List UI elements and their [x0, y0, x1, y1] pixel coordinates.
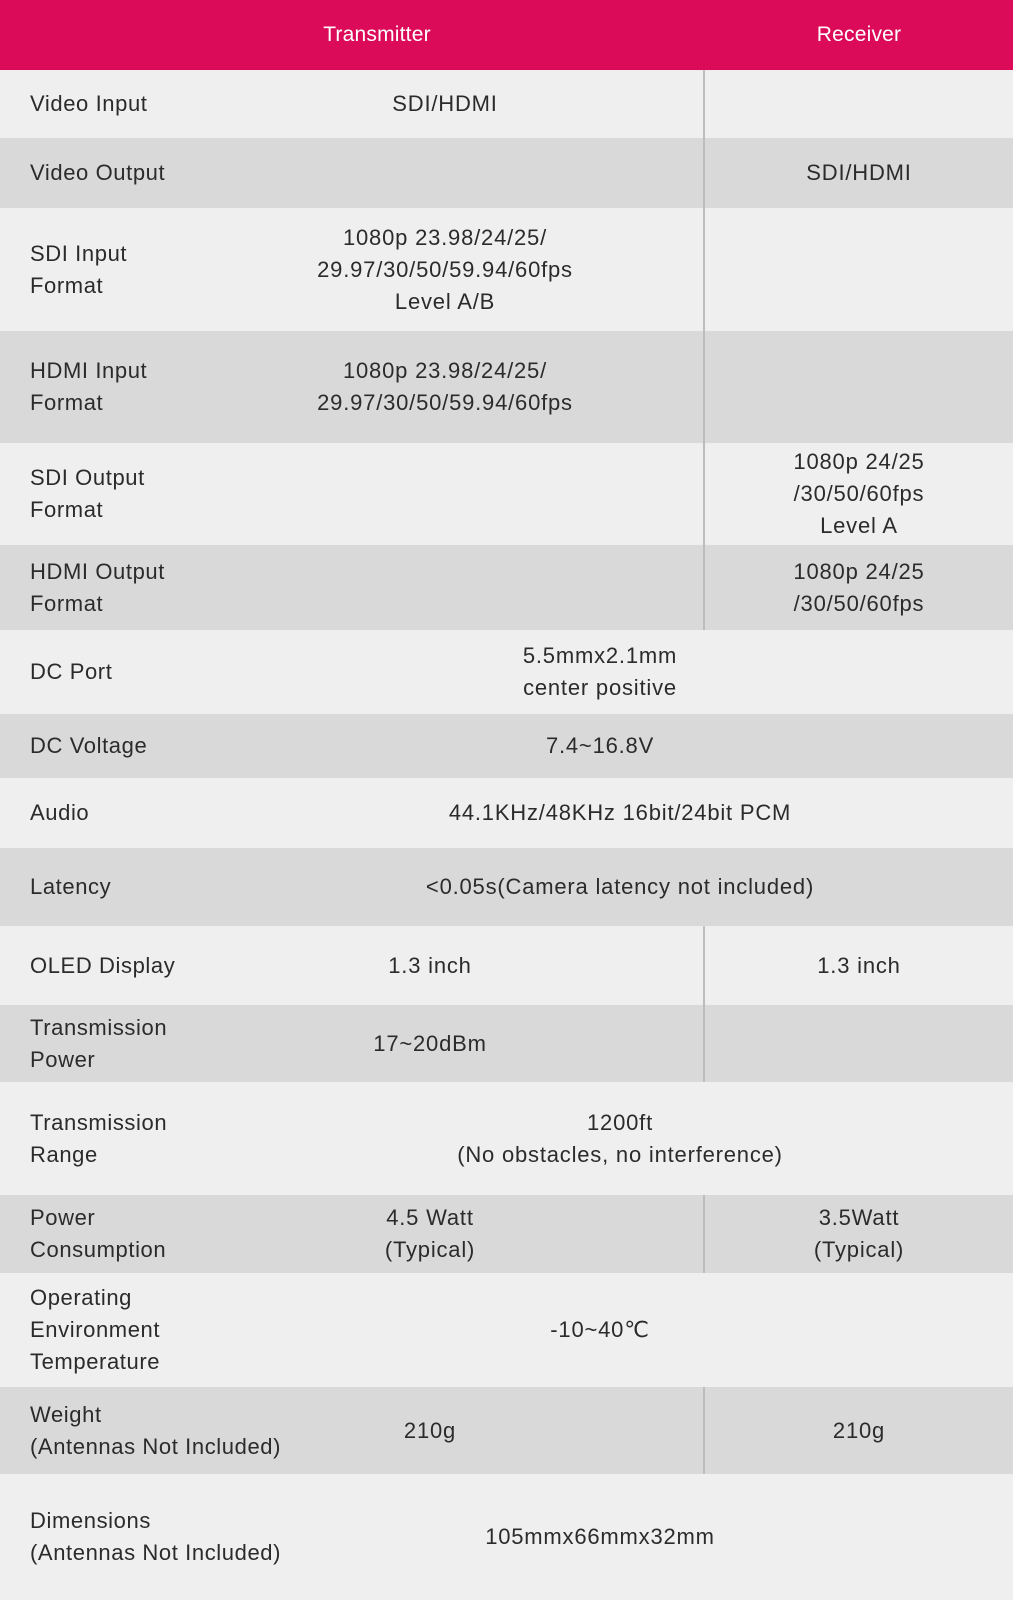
spec-value-transmitter: [320, 1195, 540, 1273]
spec-value-receiver: [705, 1195, 1013, 1273]
spec-value-line: 4.5 Watt: [386, 1205, 474, 1230]
spec-value-line: SDI/HDMI: [392, 91, 498, 116]
spec-label-line: Format: [30, 390, 104, 415]
spec-value-transmitter: [250, 138, 640, 208]
spec-label-line: Format: [30, 497, 104, 522]
spec-row-transmission-power: [0, 1005, 1013, 1082]
spec-value-shared: [400, 714, 800, 778]
spec-value-line: 1080p 24/25: [793, 558, 925, 584]
spec-label-line: SDI Output: [30, 465, 145, 490]
spec-value-line: 1.3 inch: [817, 952, 901, 978]
spec-value-line: 17~20dBm: [373, 1030, 487, 1056]
spec-value-transmitter: [320, 1005, 540, 1082]
spec-value-shared: [330, 1474, 870, 1600]
spec-label: [30, 443, 145, 545]
spec-label-line: Temperature: [30, 1349, 161, 1374]
spec-label: [30, 1273, 160, 1387]
spec-value-shared: [230, 848, 1010, 926]
spec-row-operating-temperature: [0, 1273, 1013, 1387]
spec-value-line: 210g: [832, 1417, 886, 1443]
spec-label-line: Audio: [30, 800, 90, 825]
spec-value-line: 1200ft: [587, 1109, 653, 1135]
spec-row-audio: [0, 778, 1013, 848]
spec-label-line: Latency: [30, 874, 112, 899]
spec-label: [30, 208, 127, 331]
spec-value-line: (Typical): [813, 1237, 905, 1262]
column-divider: [703, 926, 705, 1005]
spec-row-sdi-output-format: [0, 443, 1013, 545]
column-divider: [703, 1195, 705, 1273]
spec-value-receiver: [705, 443, 1013, 545]
spec-row-sdi-input-format: [0, 208, 1013, 331]
spec-label-line: Power: [30, 1205, 96, 1230]
spec-label-line: OLED Display: [30, 952, 176, 978]
spec-value-line: 7.4~16.8V: [545, 733, 655, 758]
spec-value-transmitter: [250, 443, 640, 545]
spec-value-line: 29.97/30/50/59.94/60fps: [317, 256, 573, 282]
spec-row-hdmi-input-format: [0, 331, 1013, 443]
spec-label: [30, 1005, 167, 1082]
spec-value-line: <0.05s(Camera latency not included): [425, 874, 815, 899]
spec-value-line: 105mmx66mmx32mm: [485, 1524, 715, 1549]
spec-value-receiver: [705, 138, 1013, 208]
spec-label-line: Video Input: [30, 91, 148, 116]
spec-value-shared: [400, 630, 800, 714]
column-divider: [703, 1387, 705, 1474]
spec-label-line: Format: [30, 272, 104, 298]
spec-value-line: 3.5Watt: [818, 1205, 900, 1230]
spec-value-line: (No obstacles, no interference): [457, 1141, 783, 1167]
spec-row-power-consumption: [0, 1195, 1013, 1273]
header-receiver: Receiver: [816, 23, 902, 46]
spec-value-line: 1080p 24/25: [793, 449, 925, 474]
spec-value-line: Level A: [820, 513, 898, 538]
spec-label: [30, 70, 148, 138]
spec-value-receiver: [705, 1005, 1013, 1082]
spec-label-line: DC Port: [30, 659, 113, 684]
spec-label-line: Environment: [30, 1317, 161, 1342]
spec-row-dc-port: [0, 630, 1013, 714]
spec-value-line: 29.97/30/50/59.94/60fps: [317, 390, 573, 415]
spec-value-receiver: [705, 208, 1013, 331]
spec-value-transmitter: [320, 926, 540, 1005]
spec-value-line: center positive: [523, 675, 677, 700]
spec-value-receiver: [705, 1387, 1013, 1474]
spec-row-oled-display: [0, 926, 1013, 1005]
spec-value-line: -10~40℃: [550, 1317, 650, 1342]
spec-value-transmitter: [250, 545, 640, 630]
spec-value-line: Level A/B: [394, 288, 496, 314]
spec-value-line: 1080p 23.98/24/25/: [342, 358, 548, 383]
spec-label-line: HDMI Input: [30, 358, 148, 383]
spec-label-line: (Antennas Not Included): [30, 1433, 282, 1459]
spec-value-transmitter: [250, 70, 640, 138]
spec-label: [30, 1195, 166, 1273]
spec-value-line: 210g: [403, 1417, 457, 1443]
spec-label-line: Video Output: [30, 160, 166, 185]
spec-value-line: SDI/HDMI: [806, 160, 912, 185]
column-divider: [703, 331, 705, 443]
spec-row-transmission-range: [0, 1082, 1013, 1195]
spec-row-weight: [0, 1387, 1013, 1474]
column-divider: [703, 208, 705, 331]
spec-label-line: Transmission: [30, 1109, 168, 1135]
spec-value-shared: [400, 1273, 800, 1387]
spec-label-line: Power: [30, 1046, 96, 1072]
spec-value-line: (Typical): [384, 1237, 476, 1262]
column-divider: [703, 545, 705, 630]
spec-value-receiver: [705, 331, 1013, 443]
spec-value-line: 44.1KHz/48KHz 16bit/24bit PCM: [448, 800, 792, 825]
spec-label-line: Operating: [30, 1285, 133, 1310]
spec-label-line: Weight: [30, 1401, 102, 1427]
spec-label: [30, 331, 147, 443]
spec-row-latency: [0, 848, 1013, 926]
spec-label-line: Transmission: [30, 1014, 168, 1040]
spec-label: [30, 926, 175, 1005]
spec-value-line: /30/50/60fps: [793, 590, 925, 616]
spec-label-line: Dimensions: [30, 1508, 151, 1533]
spec-label: [30, 714, 147, 778]
spec-value-line: 5.5mmx2.1mm: [522, 643, 678, 668]
spec-value-receiver: [705, 926, 1013, 1005]
spec-label: [30, 138, 165, 208]
spec-value-transmitter: [250, 208, 640, 331]
spec-row-hdmi-output-format: [0, 545, 1013, 630]
column-divider: [703, 443, 705, 545]
spec-label: [30, 778, 89, 848]
spec-value-transmitter: [320, 1387, 540, 1474]
spec-label: [30, 1474, 281, 1600]
spec-label-line: Format: [30, 590, 104, 616]
spec-label-line: Consumption: [30, 1237, 167, 1262]
spec-row-video-output: [0, 138, 1013, 208]
spec-label: [30, 630, 112, 714]
spec-label-line: HDMI Output: [30, 558, 165, 584]
spec-row-video-input: [0, 70, 1013, 138]
spec-row-dc-voltage: [0, 714, 1013, 778]
spec-label: [30, 1387, 281, 1474]
spec-value-receiver: [705, 70, 1013, 138]
column-divider: [703, 1005, 705, 1082]
spec-row-dimensions: [0, 1474, 1013, 1600]
spec-value-line: /30/50/60fps: [793, 481, 925, 506]
spec-label: [30, 848, 111, 926]
column-divider: [703, 138, 705, 208]
spec-value-receiver: [705, 545, 1013, 630]
column-divider: [703, 70, 705, 138]
spec-label-line: Range: [30, 1141, 98, 1167]
spec-label: [30, 545, 165, 630]
spec-value-transmitter: [250, 331, 640, 443]
spec-label-line: DC Voltage: [30, 733, 148, 758]
spec-label-line: (Antennas Not Included): [30, 1540, 282, 1565]
spec-label: [30, 1082, 167, 1195]
table-header: [0, 0, 1013, 70]
spec-value-shared: [230, 1082, 1010, 1195]
spec-label-line: SDI Input: [30, 240, 128, 266]
spec-value-line: 1080p 23.98/24/25/: [342, 224, 548, 250]
header-transmitter: Transmitter: [323, 23, 431, 46]
spec-value-line: 1.3 inch: [388, 952, 472, 978]
spec-value-shared: [230, 778, 1010, 848]
